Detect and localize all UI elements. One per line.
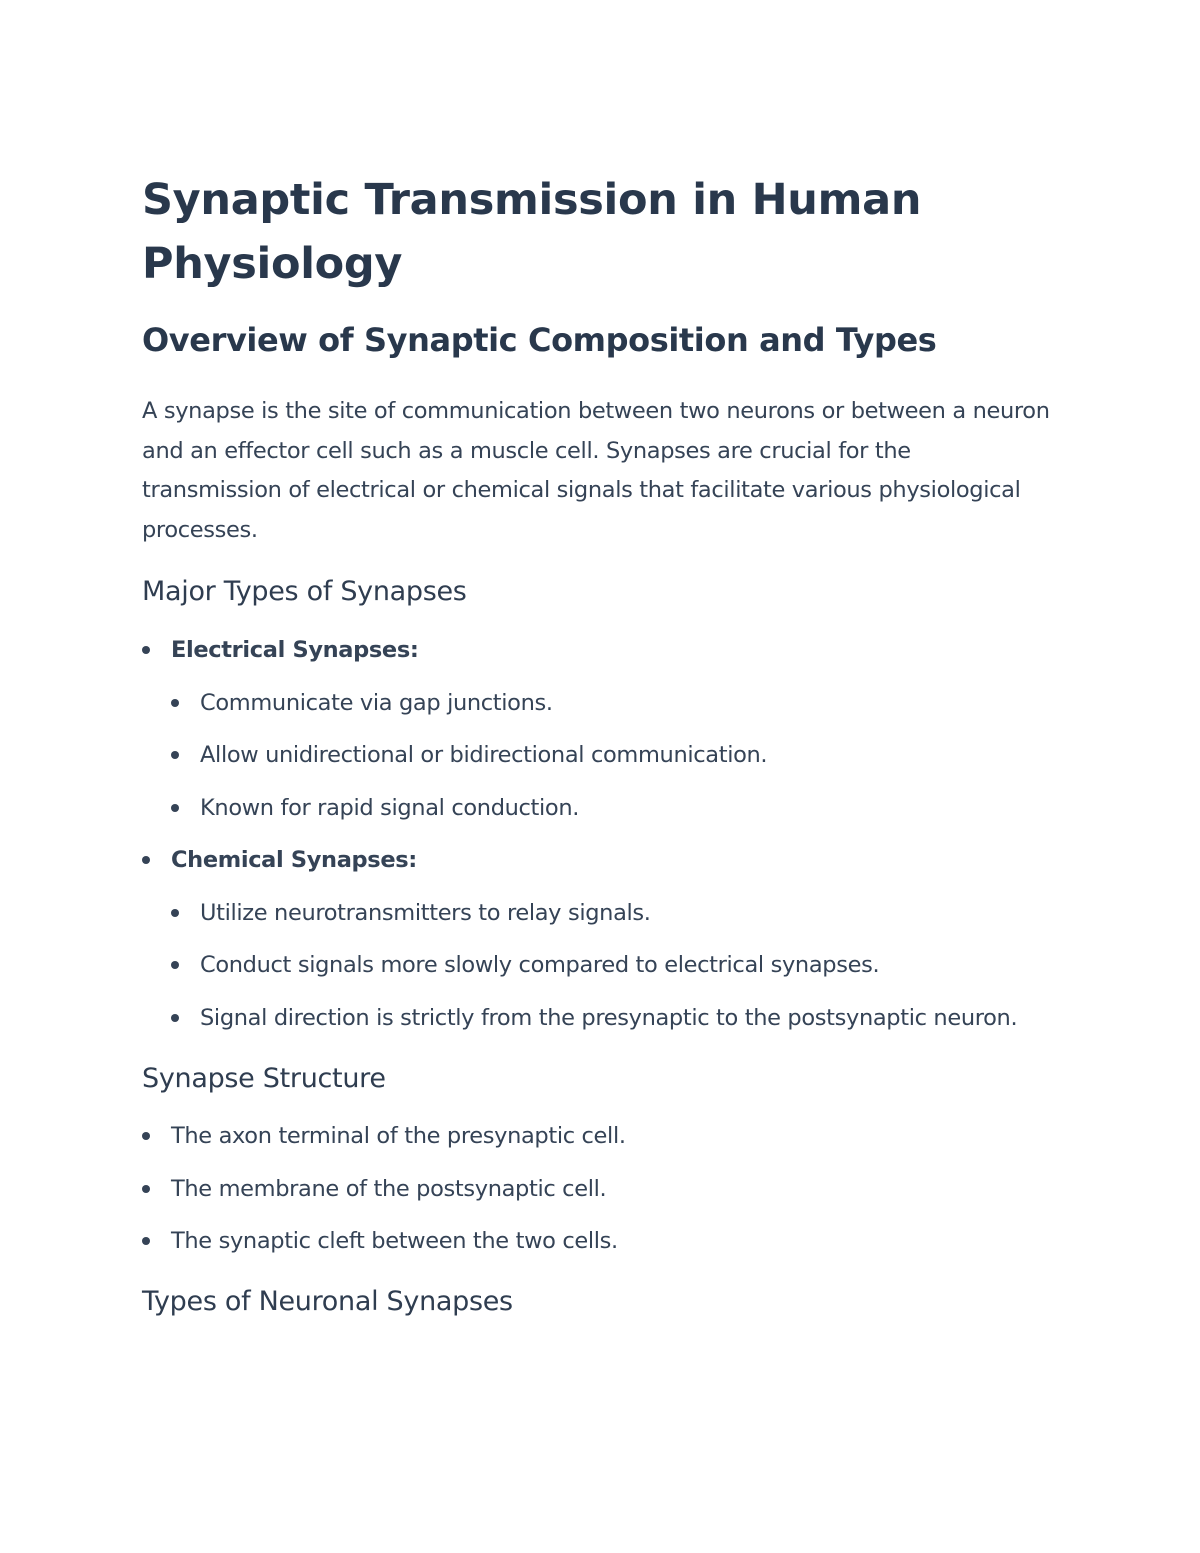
document-title: Synaptic Transmission in Human Physiology [142,175,922,289]
bullet-icon [171,1014,179,1022]
list-item-label: Chemical Synapses: [171,847,417,873]
list-item-text: Conduct signals more slowly compared to electrical synapses. [200,952,880,978]
list-item-text: Known for rapid signal conduction. [200,794,580,821]
bullet-icon [171,804,179,812]
bullet-icon [171,751,179,759]
document-page [142,168,1052,1322]
list-item [171,684,1052,724]
list-item [171,894,1052,934]
chemical-points-list [171,894,1052,1039]
neuronal-heading: Types of Neuronal Synapses [142,1285,513,1317]
list-item-text: Utilize neurotransmitters to relay signals. [200,899,651,926]
list-item [142,1170,1052,1210]
overview-heading: Overview of Synaptic Composition and Types [142,321,937,359]
structure-list [142,1117,1052,1262]
list-item-label: Electrical Synapses: [171,637,419,663]
bullet-icon [142,1185,150,1193]
bullet-icon [142,646,150,654]
bullet-icon [142,1132,150,1140]
list-item-text: Allow unidirectional or bidirectional communication. [200,742,768,768]
bullet-icon [142,1237,150,1245]
major-types-list [142,631,1052,1038]
list-item-electrical [142,631,1052,828]
major-types-heading: Major Types of Synapses [142,576,467,607]
bullet-icon [171,961,179,969]
list-item-text: Signal direction is strictly from the presynaptic to the postsynaptic neuron. [200,1004,1018,1031]
bullet-icon [171,699,179,707]
list-item-text: The membrane of the postsynaptic cell. [171,1175,607,1202]
list-item [171,999,1052,1039]
list-item [171,736,1052,776]
list-item [171,789,1052,829]
list-item [142,1222,1052,1262]
bullet-icon [142,856,150,864]
electrical-points-list [171,684,1052,829]
list-item [142,1117,1052,1157]
overview-paragraph: A synapse is the site of communication between two neurons or between a neuron and an effector cell such as a muscle cell. Synapses are crucial for the transmission of electrical or chemical signals that facilitate various physiological processes. [142,398,1050,543]
list-item-text: The axon terminal of the presynaptic cell. [171,1123,626,1149]
list-item-chemical [142,841,1052,1038]
list-item [171,946,1052,986]
bullet-icon [171,909,179,917]
list-item-text: The synaptic cleft between the two cells. [171,1228,618,1254]
structure-heading: Synapse Structure [142,1063,386,1094]
list-item-text: Communicate via gap junctions. [200,689,553,716]
